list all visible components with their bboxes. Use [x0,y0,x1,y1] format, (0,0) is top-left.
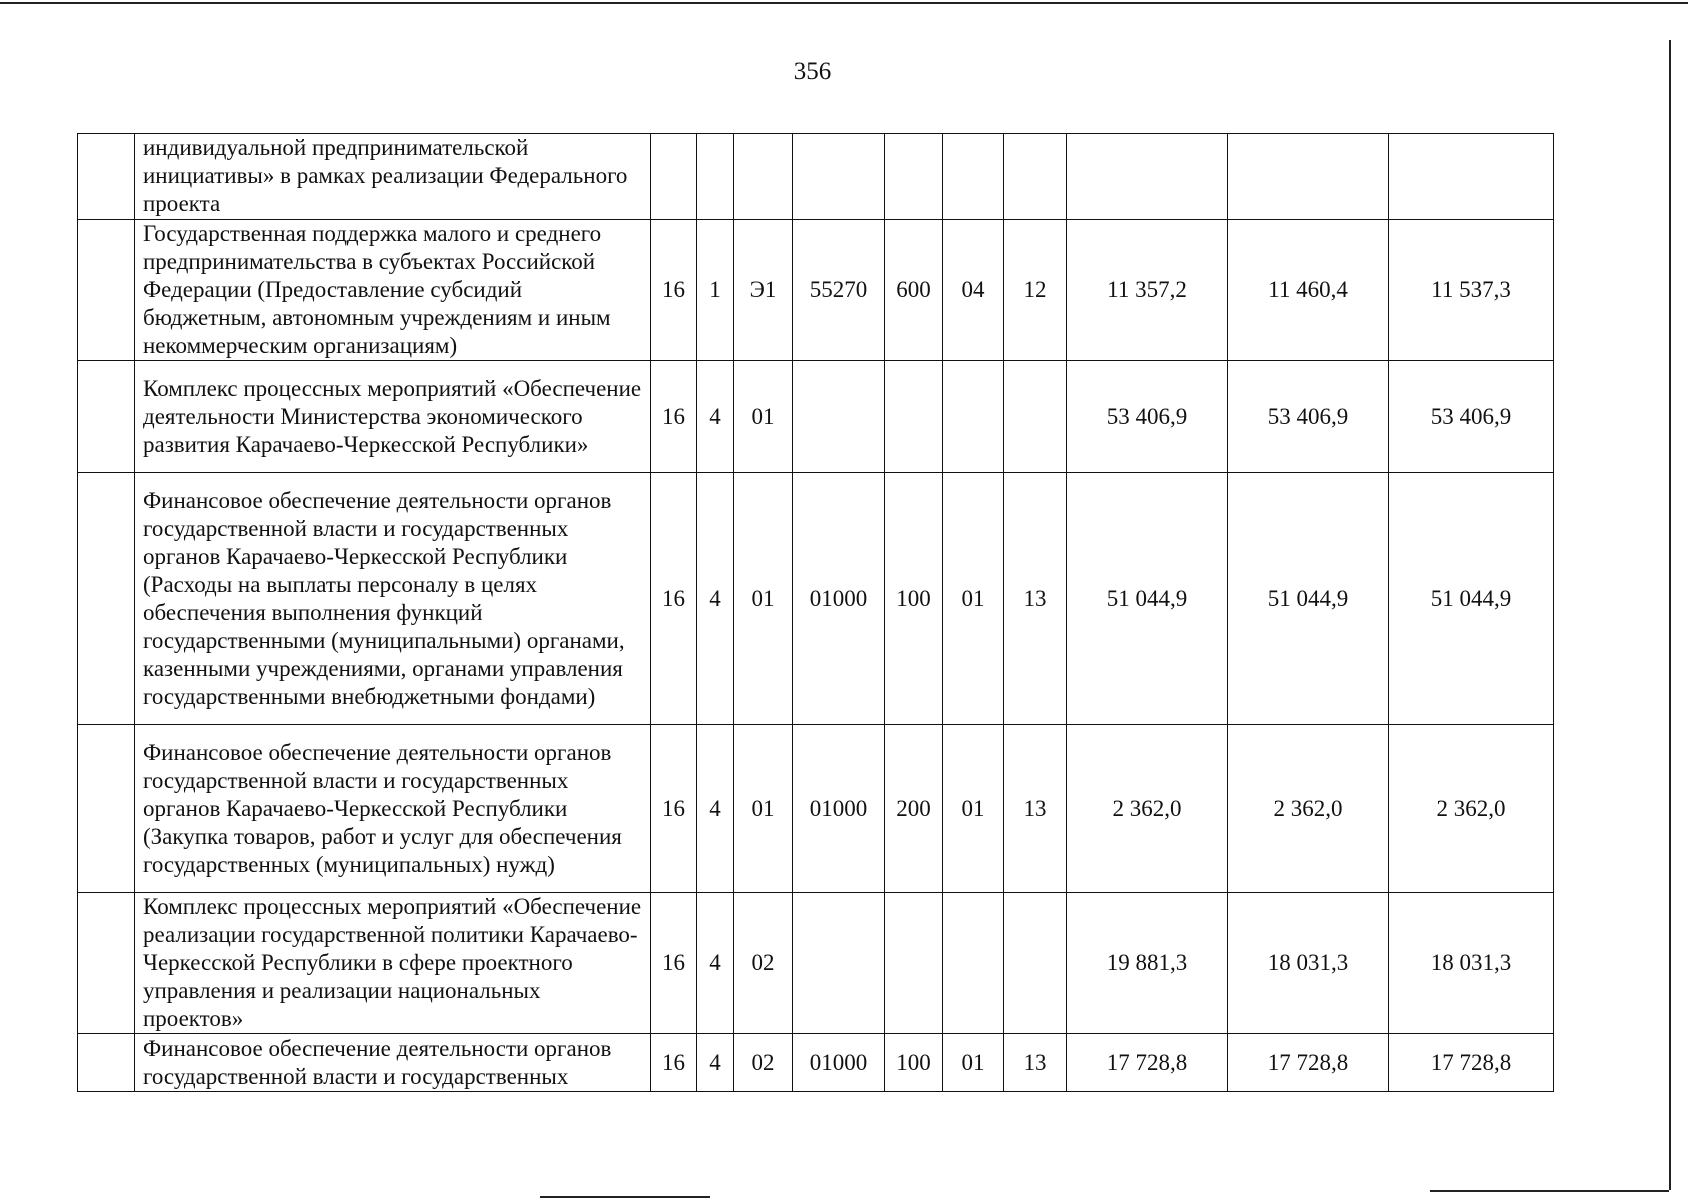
subsection-cell: 13 [1004,473,1067,725]
row-number-cell [78,220,135,361]
amount-1-cell: 11 357,2 [1067,220,1228,361]
program-cell: 16 [651,893,697,1034]
row-description: Комплекс процессных мероприятий «Обеспечение реализации государственной политики Карачаево-Черкесской Республики в сфере проектного управления и реализации национальных проектов» [135,893,651,1034]
direction-cell: 01 [734,725,793,893]
row-description: индивидуальной предпринимательской инициативы» в рамках реализации Федерального проекта [135,134,651,220]
subsection-cell: 12 [1004,220,1067,361]
scan-border-right [1669,40,1671,1190]
scan-border-top [0,2,1688,4]
budget-table [77,133,1554,1092]
row-description: Государственная поддержка малого и среднего предпринимательства в субъектах Российской Федерации (Предоставление субсидий бюджетным, автономным учреждениям и иным некоммерческим организациям) [135,220,651,361]
amount-2-cell: 11 460,4 [1228,220,1389,361]
amount-3-cell: 11 537,3 [1389,220,1554,361]
direction-cell: 01 [734,361,793,473]
amount-1-cell: 19 881,3 [1067,893,1228,1034]
subsection-cell [1004,361,1067,473]
table-row [78,220,1554,361]
row-number-cell [78,725,135,893]
amount-1-cell [1067,134,1228,220]
amount-2-cell: 17 728,8 [1228,1034,1389,1092]
subprogram-cell: 4 [697,1034,734,1092]
amount-2-cell [1228,134,1389,220]
subprogram-cell [697,134,734,220]
table-row [78,1034,1554,1092]
table-row [78,361,1554,473]
amount-2-cell: 2 362,0 [1228,725,1389,893]
amount-1-cell: 51 044,9 [1067,473,1228,725]
expense-type-cell: 100 [885,1034,943,1092]
subprogram-cell: 4 [697,893,734,1034]
expense-type-cell [885,134,943,220]
row-number-cell [78,893,135,1034]
amount-2-cell: 53 406,9 [1228,361,1389,473]
section-cell [943,893,1004,1034]
program-cell: 16 [651,473,697,725]
expense-type-cell: 200 [885,725,943,893]
direction-cell: Э1 [734,220,793,361]
amount-3-cell: 2 362,0 [1389,725,1554,893]
program-cell [651,134,697,220]
table-row [78,134,1554,220]
row-description: Комплекс процессных мероприятий «Обеспечение деятельности Министерства экономического развития Карачаево-Черкесской Республики» [135,361,651,473]
amount-3-cell: 51 044,9 [1389,473,1554,725]
expense-type-cell: 600 [885,220,943,361]
amount-3-cell [1389,134,1554,220]
amount-1-cell: 17 728,8 [1067,1034,1228,1092]
program-cell: 16 [651,220,697,361]
code-cell [793,893,885,1034]
code-cell: 01000 [793,725,885,893]
program-cell: 16 [651,361,697,473]
amount-3-cell: 17 728,8 [1389,1034,1554,1092]
code-cell [793,361,885,473]
expense-type-cell [885,893,943,1034]
row-number-cell [78,473,135,725]
amount-2-cell: 18 031,3 [1228,893,1389,1034]
amount-1-cell: 2 362,0 [1067,725,1228,893]
section-cell [943,134,1004,220]
section-cell: 01 [943,725,1004,893]
amount-3-cell: 53 406,9 [1389,361,1554,473]
page-number: 356 [793,58,832,85]
scan-border-bottom [540,1196,710,1198]
section-cell: 04 [943,220,1004,361]
row-number-cell [78,361,135,473]
section-cell [943,361,1004,473]
amount-2-cell: 51 044,9 [1228,473,1389,725]
program-cell: 16 [651,725,697,893]
subprogram-cell: 4 [697,725,734,893]
subsection-cell: 13 [1004,1034,1067,1092]
table-row [78,893,1554,1034]
table-row [78,473,1554,725]
subprogram-cell: 4 [697,473,734,725]
direction-cell: 02 [734,893,793,1034]
row-number-cell [78,1034,135,1092]
direction-cell: 01 [734,473,793,725]
row-description: Финансовое обеспечение деятельности органов государственной власти и государственных органов Карачаево-Черкесской Республики (Закупка товаров, работ и услуг для обеспечения государственных (муниципальных) нужд) [135,725,651,893]
section-cell: 01 [943,473,1004,725]
subprogram-cell: 1 [697,220,734,361]
expense-type-cell [885,361,943,473]
scan-border-bottom-right [1430,1190,1669,1192]
subsection-cell: 13 [1004,725,1067,893]
code-cell: 01000 [793,473,885,725]
amount-1-cell: 53 406,9 [1067,361,1228,473]
direction-cell [734,134,793,220]
code-cell [793,134,885,220]
subsection-cell [1004,134,1067,220]
row-description: Финансовое обеспечение деятельности органов государственной власти и государственных [135,1034,651,1092]
expense-type-cell: 100 [885,473,943,725]
direction-cell: 02 [734,1034,793,1092]
subsection-cell [1004,893,1067,1034]
table-row [78,725,1554,893]
section-cell: 01 [943,1034,1004,1092]
program-cell: 16 [651,1034,697,1092]
subprogram-cell: 4 [697,361,734,473]
row-number-cell [78,134,135,220]
code-cell: 01000 [793,1034,885,1092]
code-cell: 55270 [793,220,885,361]
amount-3-cell: 18 031,3 [1389,893,1554,1034]
row-description: Финансовое обеспечение деятельности органов государственной власти и государственных органов Карачаево-Черкесской Республики (Расходы на выплаты персоналу в целях обеспечения выполнения функций государственными (муниципальными) органами, казенными учреждениями, органами управления государственными внебюджетными фондами) [135,473,651,725]
